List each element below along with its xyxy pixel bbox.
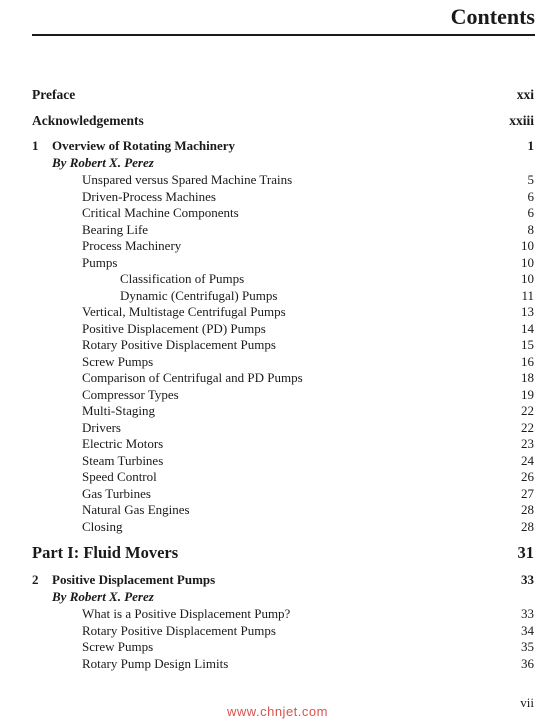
toc-entry[interactable]	[0, 254, 555, 271]
toc-entry[interactable]	[0, 501, 555, 518]
toc-entry[interactable]	[0, 468, 555, 485]
toc-entry-page: 24	[521, 452, 534, 468]
toc-entry-page: 14	[521, 320, 534, 336]
toc-entry-page: 28	[521, 518, 534, 534]
toc-entry[interactable]	[0, 237, 555, 254]
toc-entry[interactable]	[0, 485, 555, 502]
toc-part-1[interactable]	[0, 542, 555, 564]
toc-entry-title: Process Machinery	[82, 238, 182, 253]
toc-entry-page: 35	[521, 639, 534, 654]
toc-entry-page: 16	[521, 353, 534, 369]
chapter-title: Positive Displacement Pumps	[52, 572, 216, 587]
part-title: Part I: Fluid Movers	[32, 543, 179, 562]
toc-entry[interactable]	[0, 452, 555, 469]
toc-entry-preface[interactable]	[0, 86, 555, 103]
toc-entry-title: Rotary Positive Displacement Pumps	[82, 337, 276, 352]
chapter-page: 33	[521, 572, 534, 587]
toc-entry-title: Electric Motors	[82, 436, 164, 451]
toc-entry-title: Critical Machine Components	[82, 205, 239, 220]
toc-entry-title: Classification of Pumps	[120, 271, 245, 286]
toc-entry-title: Dynamic (Centrifugal) Pumps	[120, 287, 278, 303]
chapter-page: 1	[527, 138, 534, 153]
toc-entry[interactable]	[0, 386, 555, 403]
toc-entry-title: Preface	[32, 87, 76, 102]
toc-entry[interactable]	[0, 221, 555, 238]
toc-entry-page: 19	[521, 386, 534, 402]
toc-entry-page: 34	[521, 622, 534, 638]
toc-entry-page: 23	[521, 436, 534, 451]
toc-entry[interactable]	[0, 287, 555, 304]
toc-chapter-2[interactable]	[0, 571, 555, 588]
toc-entry-page: 10	[521, 254, 534, 270]
toc-entry-page: 11	[521, 287, 534, 303]
toc-entry-page: 6	[527, 188, 534, 204]
toc-entry[interactable]	[0, 320, 555, 337]
toc-entry[interactable]	[0, 419, 555, 436]
toc-entry-page: xxi	[516, 87, 534, 102]
toc-entry-title: Compressor Types	[82, 386, 179, 402]
watermark: www.chnjet.com	[227, 704, 328, 719]
toc-entry-page: 10	[521, 271, 534, 286]
toc-entry-title: What is a Positive Displacement Pump?	[82, 606, 291, 621]
chapter-author	[0, 154, 555, 171]
chapter-author	[0, 588, 555, 605]
toc-entry[interactable]	[0, 188, 555, 205]
toc-entry[interactable]	[0, 605, 555, 622]
toc-entry[interactable]	[0, 171, 555, 188]
page-title: Contents	[450, 4, 535, 29]
toc-entry-title: Rotary Positive Displacement Pumps	[82, 622, 276, 638]
toc-entry-title: Positive Displacement (PD) Pumps	[82, 320, 266, 336]
toc-chapter-1[interactable]	[0, 137, 555, 154]
toc-entry-page: xxiii	[509, 113, 534, 128]
toc-entry-title: Vertical, Multistage Centrifugal Pumps	[82, 304, 286, 319]
toc-entry[interactable]	[0, 303, 555, 320]
toc-entry[interactable]	[0, 518, 555, 535]
author-name: By Robert X. Perez	[52, 155, 154, 170]
toc-entry-title: Unspared versus Spared Machine Trains	[82, 172, 293, 187]
toc-entry-page: 22	[521, 419, 534, 435]
chapter-title: Overview of Rotating Machinery	[52, 138, 236, 153]
toc-entry-title: Gas Turbines	[82, 485, 151, 501]
page-folio: vii	[520, 695, 534, 710]
toc-entry-page: 10	[521, 238, 534, 253]
toc-entry[interactable]	[0, 270, 555, 287]
toc-entry[interactable]	[0, 369, 555, 386]
toc-entry[interactable]	[0, 638, 555, 655]
toc-entry-page: 5	[527, 172, 534, 187]
toc-entry-title: Steam Turbines	[82, 452, 164, 468]
chapter-number: 2	[32, 572, 39, 587]
toc-entry-acknowledgements[interactable]	[0, 112, 555, 129]
toc-entry-page: 22	[521, 403, 534, 418]
toc-entry-page: 33	[521, 606, 534, 621]
part-page: 31	[517, 543, 534, 562]
toc-entry-page: 27	[521, 485, 534, 501]
chapter-number: 1	[32, 138, 39, 153]
toc-entry[interactable]	[0, 435, 555, 452]
toc-entry-title: Bearing Life	[82, 221, 149, 237]
toc-entry-page: 28	[521, 502, 534, 517]
toc-entry-title: Acknowledgements	[32, 113, 144, 128]
toc-entry-page: 15	[521, 337, 534, 352]
toc-entry[interactable]	[0, 353, 555, 370]
toc-entry[interactable]	[0, 622, 555, 639]
toc-entry-title: Drivers	[82, 419, 121, 435]
toc-entry-title: Multi-Staging	[82, 403, 155, 418]
toc-entry[interactable]	[0, 402, 555, 419]
toc-entry-page: 6	[527, 205, 534, 220]
toc-entry-title: Speed Control	[82, 469, 157, 484]
toc-entry-title: Screw Pumps	[82, 353, 154, 369]
toc-entry-page: 26	[521, 469, 534, 484]
toc-entry-title: Screw Pumps	[82, 639, 154, 654]
toc-entry-title: Pumps	[82, 254, 118, 270]
toc-entry-title: Natural Gas Engines	[82, 502, 190, 517]
toc-entry-page: 18	[521, 370, 534, 385]
toc-entry[interactable]	[0, 204, 555, 221]
toc-entry[interactable]	[0, 655, 555, 672]
toc-entry-page: 36	[521, 655, 534, 671]
title-rule	[32, 34, 535, 36]
toc-entry-page: 13	[521, 304, 534, 319]
toc-entry-title: Closing	[82, 518, 123, 534]
toc-entry-title: Comparison of Centrifugal and PD Pumps	[82, 370, 303, 385]
author-name: By Robert X. Perez	[52, 589, 154, 604]
toc-entry-title: Driven-Process Machines	[82, 188, 216, 204]
toc-entry[interactable]	[0, 336, 555, 353]
toc-entry-page: 8	[527, 221, 534, 237]
toc-entry-title: Rotary Pump Design Limits	[82, 655, 229, 671]
